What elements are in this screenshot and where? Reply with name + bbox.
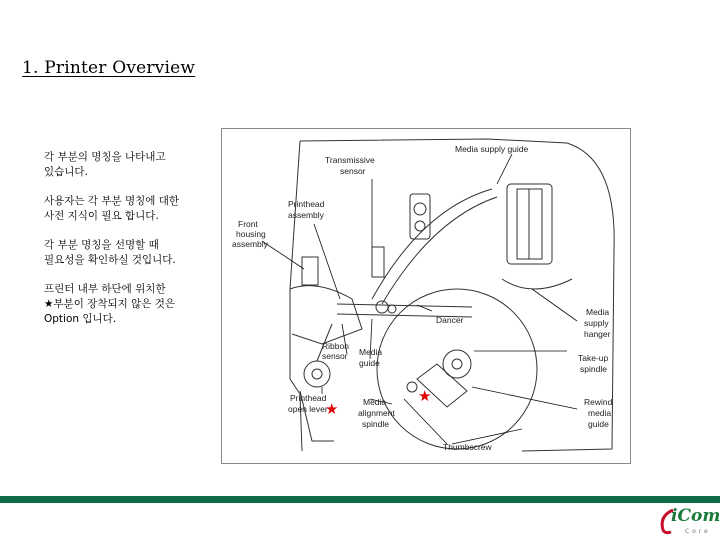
housing-outline bbox=[300, 139, 614, 451]
label-transmissive-2: sensor bbox=[340, 166, 366, 176]
company-logo bbox=[655, 506, 719, 538]
logo-text: iCom bbox=[671, 506, 720, 526]
label-front-housing-2: housing bbox=[236, 229, 266, 239]
note-option-parts: 프린터 내부 하단에 위치한 ★부분이 장착되지 않은 것은 Option 입니다. bbox=[44, 283, 175, 325]
notes-panel bbox=[44, 150, 214, 341]
label-rewind-media-guide-3: guide bbox=[588, 419, 609, 429]
printer-line-drawing bbox=[222, 129, 630, 463]
label-printhead-assembly-2: assembly bbox=[288, 210, 324, 220]
option-star-icon: ★ bbox=[325, 400, 339, 418]
label-dancer: Dancer bbox=[436, 315, 464, 325]
note-part-names: 각 부분의 명칭을 나타내고 있습니다. bbox=[44, 151, 166, 178]
label-rewind-media-guide: Rewind bbox=[584, 397, 613, 407]
label-rewind-media-guide-2: media bbox=[588, 408, 612, 418]
option-star-icon-2: ★ bbox=[418, 387, 432, 405]
label-printhead-open-lever: Printhead bbox=[290, 393, 327, 403]
note-necessity: 각 부분 명칭을 선명할 때 필요성을 확인하실 것입니다. bbox=[44, 239, 176, 266]
label-media-supply-hanger-2: supply bbox=[584, 318, 609, 328]
label-media-alignment-3: spindle bbox=[362, 419, 389, 429]
front-housing-shape bbox=[290, 286, 362, 344]
sensor-block bbox=[372, 247, 384, 277]
label-media-supply-hanger-3: hanger bbox=[584, 329, 611, 339]
label-printhead-assembly: Printhead bbox=[288, 199, 325, 209]
label-media-guide-2: guide bbox=[359, 358, 380, 368]
footer-bar bbox=[0, 496, 720, 503]
slide-title: 1. Printer Overview bbox=[22, 58, 196, 78]
note-prior-knowledge: 사용자는 각 부분 명칭에 대한 사전 지식이 필요 합니다. bbox=[44, 195, 180, 222]
label-ribbon-sensor: Ribbon bbox=[322, 341, 349, 351]
label-take-up-spindle-2: spindle bbox=[580, 364, 607, 374]
label-media-supply-hanger: Media bbox=[586, 307, 610, 317]
label-front-housing: Front bbox=[238, 219, 258, 229]
label-transmissive: Transmissive bbox=[325, 155, 375, 165]
label-thumbscrew: Thumbscrew bbox=[443, 442, 492, 452]
label-printhead-open-lever-2: open lever bbox=[288, 404, 328, 414]
label-media-supply-guide: Media supply guide bbox=[455, 144, 529, 154]
printer-diagram bbox=[221, 128, 631, 464]
label-front-housing-3: assembly bbox=[232, 239, 268, 249]
label-media-alignment-2: alignment bbox=[358, 408, 395, 418]
label-media-guide: Media bbox=[359, 347, 383, 357]
label-media-alignment: Media bbox=[363, 397, 387, 407]
label-take-up-spindle: Take-up bbox=[578, 353, 609, 363]
logo-subtext: C o r e bbox=[685, 528, 709, 535]
label-ribbon-sensor-2: sensor bbox=[322, 351, 348, 361]
